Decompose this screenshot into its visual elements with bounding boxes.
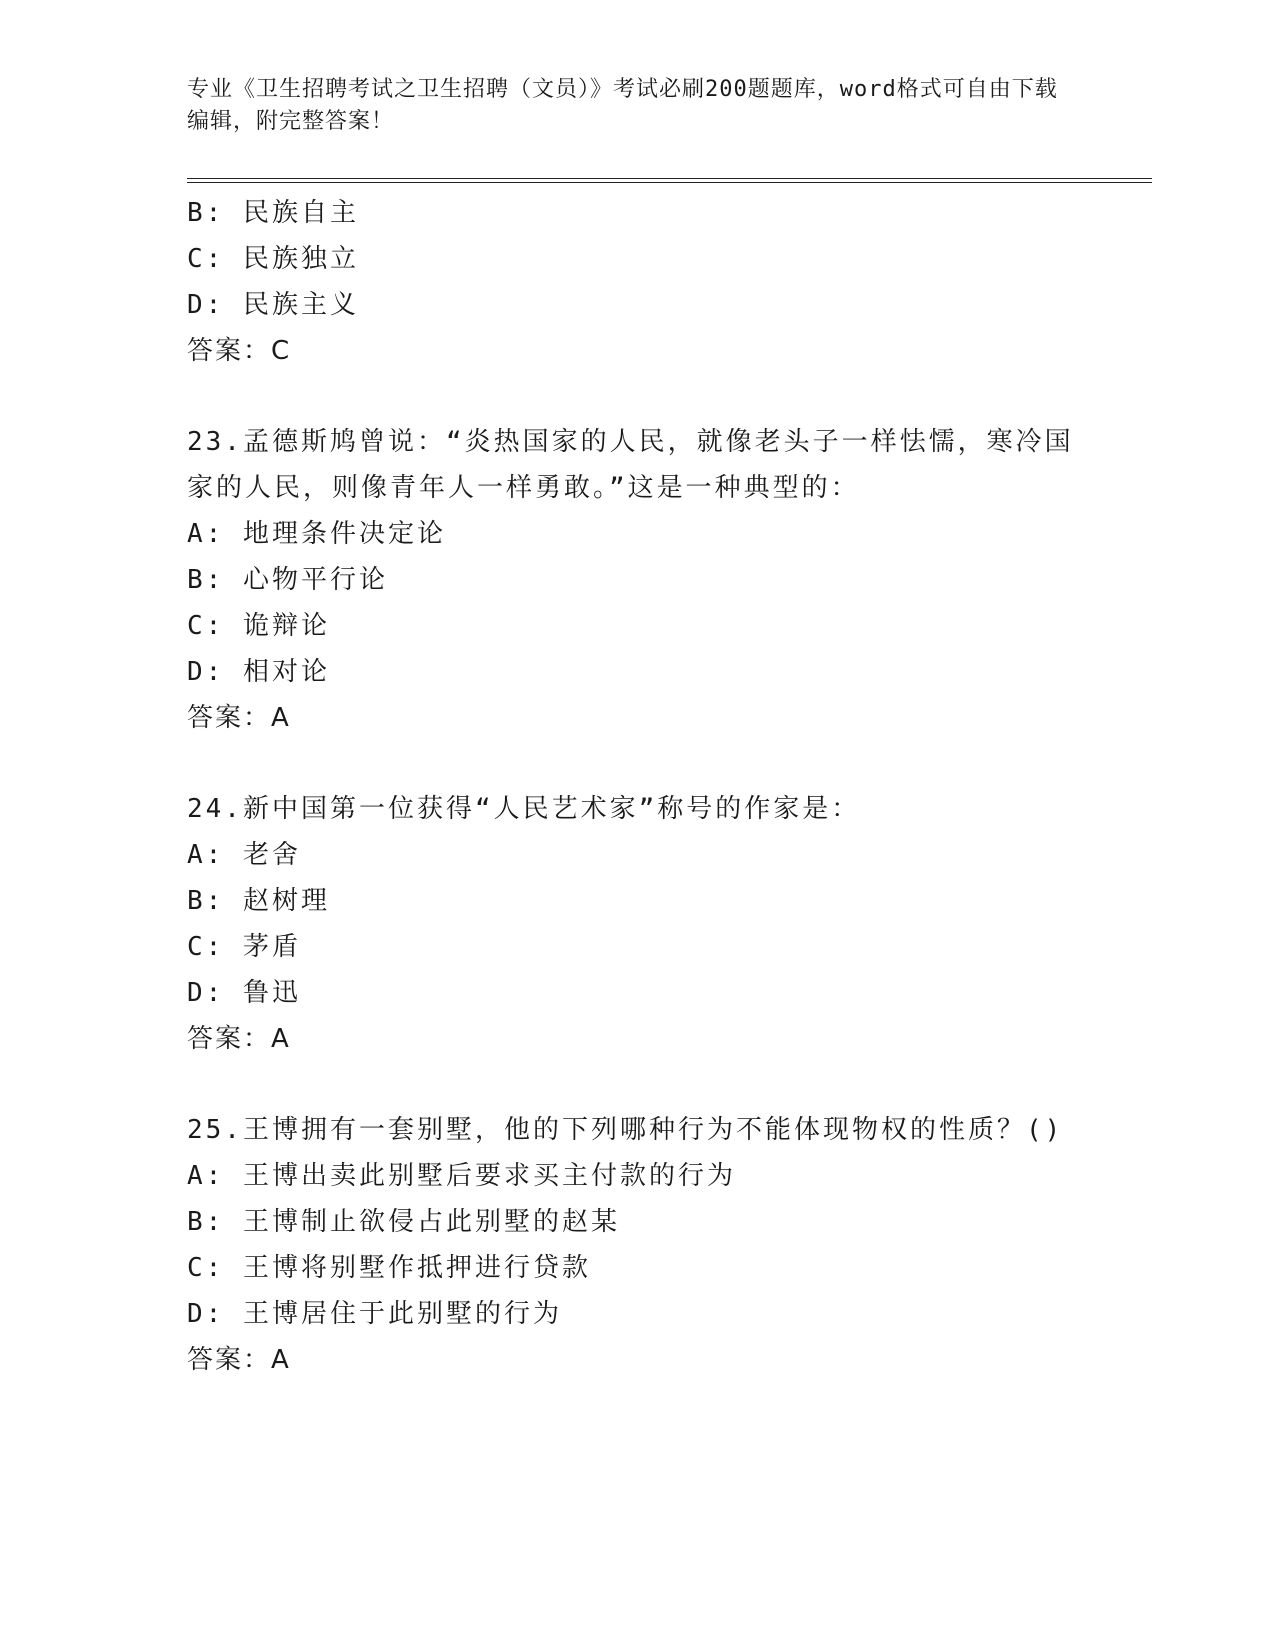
option-a: A: 地理条件决定论: [187, 519, 446, 549]
option-b: B: 心物平行论: [187, 565, 388, 595]
question-stem: 23.孟德斯鸠曾说：“炎热国家的人民，就像老头子一样怯懦，寒冷国家的人民，则像青年人一样勇敢。”这是一种典型的：: [187, 427, 1074, 503]
partial-question: [187, 190, 1087, 374]
option-c: C: 王博将别墅作抵押进行贷款: [187, 1253, 591, 1283]
option-d: D: 相对论: [187, 657, 330, 687]
answer-line: 答案：A: [187, 703, 291, 733]
header-divider-bottom: [187, 182, 1152, 183]
option-d: D: 鲁迅: [187, 978, 301, 1008]
answer-line: 答案：A: [187, 1024, 291, 1054]
header-divider-top: [187, 178, 1152, 179]
question-stem: 24.新中国第一位获得“人民艺术家”称号的作家是：: [187, 794, 861, 824]
option-c: C: 茅盾: [187, 932, 301, 962]
question-24: [187, 786, 1087, 1062]
answer-line: 答案：A: [187, 1345, 291, 1375]
spacer: [187, 1062, 1087, 1107]
document-header: 专业《卫生招聘考试之卫生招聘（文员）》考试必刷200题题库，word格式可自由下载编辑，附完整答案！: [187, 77, 1058, 134]
option-d: D: 民族主义: [187, 290, 359, 320]
option-b: B: 王博制止欲侵占此别墅的赵某: [187, 1207, 620, 1237]
option-b: B: 赵树理: [187, 886, 330, 916]
question-25: [187, 1107, 1087, 1383]
option-c: C: 民族独立: [187, 244, 359, 274]
option-d: D: 王博居住于此别墅的行为: [187, 1299, 562, 1329]
answer-line: 答案：C: [187, 336, 292, 366]
option-c: C: 诡辩论: [187, 611, 330, 641]
question-23: [187, 419, 1087, 741]
option-a: A: 老舍: [187, 840, 301, 870]
option-a: A: 王博出卖此别墅后要求买主付款的行为: [187, 1161, 736, 1191]
option-b: B: 民族自主: [187, 198, 359, 228]
spacer: [187, 374, 1087, 419]
question-content: [187, 190, 1087, 1383]
question-stem: 25.王博拥有一套别墅，他的下列哪种行为不能体现物权的性质？(): [187, 1115, 1064, 1145]
spacer: [187, 741, 1087, 786]
